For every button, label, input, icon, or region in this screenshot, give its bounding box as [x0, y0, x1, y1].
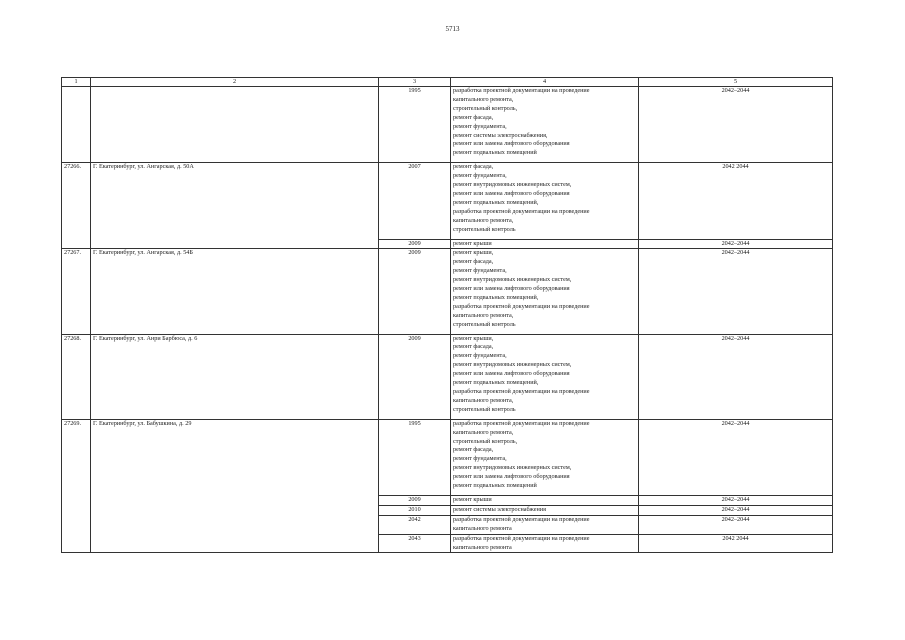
repair-works	[451, 495, 639, 505]
repair-work-item: разработка проектной документации на проведение	[453, 515, 590, 523]
cell-spacer	[453, 158, 636, 162]
repair-works	[451, 505, 639, 515]
repair-work-item: строительный контроль,	[453, 104, 518, 112]
repair-work-item: ремонт крыши	[453, 239, 492, 247]
last-repair-year: 2007	[379, 163, 451, 239]
repair-work-item: ремонт крыши	[453, 495, 492, 503]
repair-work-item: разработка проектной документации на проведение	[453, 419, 590, 427]
building-address	[91, 87, 379, 163]
repair-work-item: разработка проектной документации на проведение	[453, 534, 590, 542]
header-col-4: 4	[451, 78, 639, 87]
repair-work-item: разработка проектной документации на проведение	[453, 302, 590, 310]
repair-work-item: ремонт фасада,	[453, 446, 494, 454]
last-repair-year: 2043	[379, 534, 451, 553]
repair-work-item: ремонт фасада,	[453, 343, 494, 351]
repair-work-item: ремонт фундамента,	[453, 122, 507, 130]
planned-period: 2042 2044	[639, 534, 833, 553]
repair-works	[451, 87, 639, 163]
last-repair-year: 2042	[379, 515, 451, 534]
planned-period: 2042–2044	[639, 239, 833, 249]
repair-work-item: ремонт внутридомовых инженерных систем,	[453, 181, 572, 189]
repair-work-item: ремонт подвальных помещений,	[453, 293, 539, 301]
planned-period: 2042–2044	[639, 249, 833, 334]
capital-repair-table	[61, 77, 833, 553]
repair-work-item: ремонт крыши,	[453, 249, 494, 257]
building-address: Г. Екатеринбург, ул. Анри Барбюса, д. 6	[91, 334, 379, 419]
repair-work-item: ремонт или замена лифтового оборудования	[453, 189, 570, 197]
repair-work-item: ремонт фундамента,	[453, 172, 507, 180]
repair-works	[451, 249, 639, 334]
repair-work-item: ремонт подвальных помещений,	[453, 379, 539, 387]
repair-work-item: ремонт фасада,	[453, 113, 494, 121]
last-repair-year: 2009	[379, 249, 451, 334]
header-col-3: 3	[379, 78, 451, 87]
repair-work-item: ремонт фундамента,	[453, 455, 507, 463]
table-row	[62, 419, 833, 495]
planned-period: 2042–2044	[639, 419, 833, 495]
repair-work-item: ремонт подвальных помещений,	[453, 198, 539, 206]
repair-work-item: капитального ремонта	[453, 543, 512, 551]
repair-work-item: ремонт крыши,	[453, 334, 494, 342]
repair-work-item: капитального ремонта,	[453, 396, 514, 404]
row-number: 27269.	[62, 419, 91, 553]
table-row	[62, 334, 833, 419]
repair-work-item: ремонт фундамента,	[453, 352, 507, 360]
repair-work-item: ремонт или замена лифтового оборудования	[453, 473, 570, 481]
header-col-5: 5	[639, 78, 833, 87]
repair-works	[451, 163, 639, 239]
repair-work-item: строительный контроль	[453, 320, 516, 328]
table-row	[62, 249, 833, 334]
planned-period: 2042–2044	[639, 495, 833, 505]
repair-work-item: ремонт подвальных помещений	[453, 482, 537, 490]
row-number	[62, 87, 91, 163]
repair-work-item: ремонт системы электроснабжения	[453, 505, 546, 513]
last-repair-year: 2010	[379, 505, 451, 515]
building-address: Г. Екатеринбург, ул. Ангарская, д. 50А	[91, 163, 379, 249]
repair-work-item: капитального ремонта	[453, 524, 512, 532]
row-number: 27267.	[62, 249, 91, 334]
repair-work-item: ремонт или замена лифтового оборудования	[453, 370, 570, 378]
last-repair-year: 1995	[379, 87, 451, 163]
building-address: Г. Екатеринбург, ул. Ангарская, д. 54Б	[91, 249, 379, 334]
repair-work-item: строительный контроль	[453, 225, 516, 233]
repair-work-item: строительный контроль	[453, 405, 516, 413]
repair-works	[451, 334, 639, 419]
header-col-2: 2	[91, 78, 379, 87]
repair-work-item: ремонт внутридомовых инженерных систем,	[453, 464, 572, 472]
repair-work-item: ремонт системы электроснабжения,	[453, 131, 548, 139]
table-row	[62, 163, 833, 239]
header-row	[62, 78, 833, 87]
repair-work-item: разработка проектной документации на проведение	[453, 207, 590, 215]
repair-works	[451, 239, 639, 249]
repair-work-item: ремонт подвальных помещений	[453, 149, 537, 157]
row-number: 27268.	[62, 334, 91, 419]
repair-works	[451, 419, 639, 495]
repair-work-item: ремонт фасада,	[453, 163, 494, 171]
cell-spacer	[453, 415, 636, 419]
repair-works	[451, 534, 639, 553]
last-repair-year: 1995	[379, 419, 451, 495]
repair-work-item: капитального ремонта,	[453, 216, 514, 224]
repair-work-item: ремонт фасада,	[453, 258, 494, 266]
row-number: 27266.	[62, 163, 91, 249]
planned-period: 2042–2044	[639, 87, 833, 163]
repair-work-item: капитального ремонта,	[453, 428, 514, 436]
cell-spacer	[453, 235, 636, 239]
planned-period: 2042–2044	[639, 505, 833, 515]
last-repair-year: 2009	[379, 334, 451, 419]
repair-works	[451, 515, 639, 534]
cell-spacer	[453, 491, 636, 495]
repair-work-item: капитального ремонта,	[453, 95, 514, 103]
last-repair-year: 2009	[379, 495, 451, 505]
planned-period: 2042–2044	[639, 334, 833, 419]
repair-work-item: ремонт или замена лифтового оборудования	[453, 140, 570, 148]
planned-period: 2042–2044	[639, 515, 833, 534]
repair-work-item: разработка проектной документации на проведение	[453, 388, 590, 395]
building-address: Г. Екатеринбург, ул. Бабушкина, д. 29	[91, 419, 379, 553]
page-number: 5713	[445, 25, 460, 33]
table-row	[62, 87, 833, 163]
cell-spacer	[453, 330, 636, 334]
repair-work-item: капитального ремонта,	[453, 311, 514, 319]
header-col-1: 1	[62, 78, 91, 87]
repair-work-item: разработка проектной документации на проведение	[453, 87, 590, 94]
repair-work-item: ремонт фундамента,	[453, 267, 507, 275]
repair-work-item: ремонт внутридомовых инженерных систем,	[453, 276, 572, 284]
last-repair-year: 2009	[379, 239, 451, 249]
repair-work-item: строительный контроль,	[453, 437, 518, 445]
planned-period: 2042 2044	[639, 163, 833, 239]
repair-work-item: ремонт внутридомовых инженерных систем,	[453, 361, 572, 369]
repair-work-item: ремонт или замена лифтового оборудования	[453, 285, 570, 293]
